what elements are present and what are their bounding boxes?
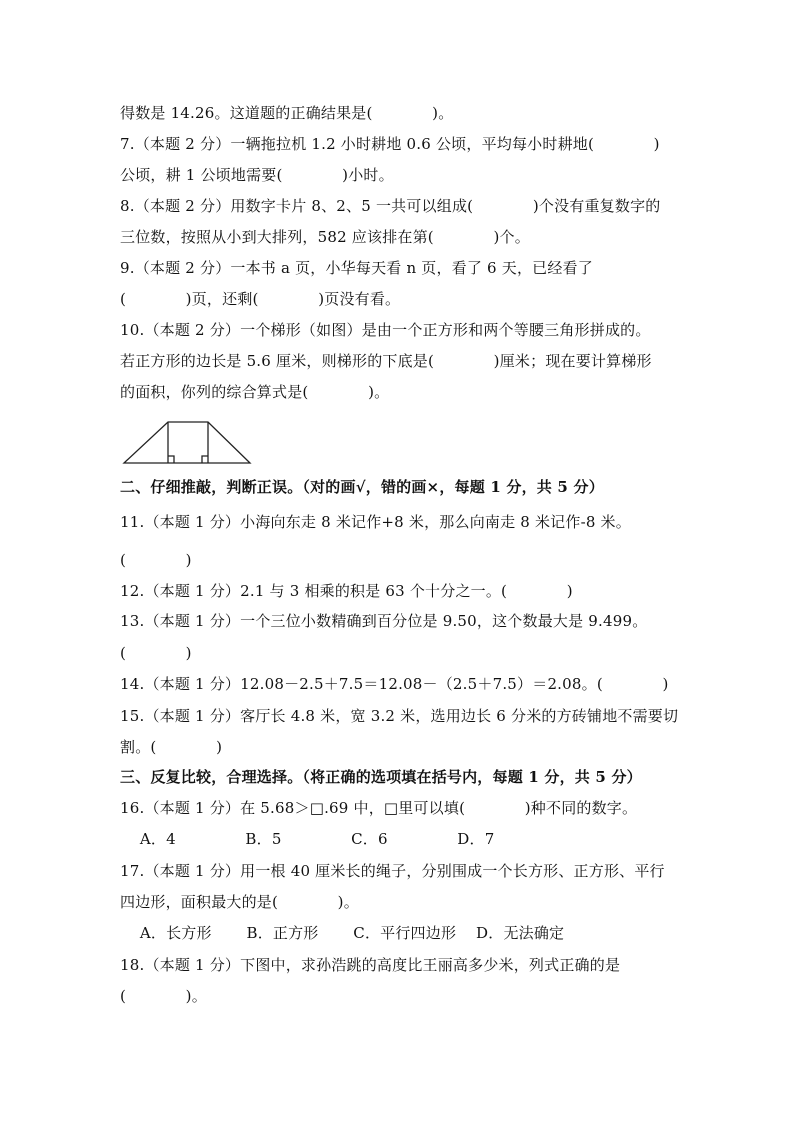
section-3-heading: 三、反复比较，合理选择。（将正确的选项填在括号内，每题 1 分，共 5 分） bbox=[120, 768, 642, 786]
question-10-line-3: 的面积，你列的综合算式是( )。 bbox=[120, 383, 390, 401]
question-18-line-1: 18.（本题 1 分）下图中，求孙浩跳的高度比王丽高多少米，列式正确的是 bbox=[120, 956, 621, 974]
question-10-line-1: 10.（本题 2 分）一个梯形（如图）是由一个正方形和两个等腰三角形拼成的。 bbox=[120, 321, 651, 339]
question-11-line-1: 11.（本题 1 分）小海向东走 8 米记作+8 米，那么向南走 8 米记作-8 米。 bbox=[120, 513, 631, 531]
question-9-line-1: 9.（本题 2 分）一本书 a 页，小华每天看 n 页，看了 6 天，已经看了 bbox=[120, 259, 593, 277]
question-8-line-1: 8.（本题 2 分）用数字卡片 8、2、5 一共可以组成( )个没有重复数字的 bbox=[120, 197, 661, 215]
question-17-options: A．长方形 B．正方形 C．平行四边形 D．无法确定 bbox=[120, 924, 565, 942]
question-17-line-1: 17.（本题 1 分）用一根 40 厘米长的绳子，分别围成一个长方形、正方形、平行 bbox=[120, 862, 665, 880]
question-8-line-2: 三位数，按照从小到大排列，582 应该排在第( )个。 bbox=[120, 228, 530, 246]
question-10-line-2: 若正方形的边长是 5.6 厘米，则梯形的下底是( )厘米；现在要计算梯形 bbox=[120, 352, 652, 370]
question-16-line: 16.（本题 1 分）在 5.68＞□.69 中，□里可以填( )种不同的数字。 bbox=[120, 799, 638, 817]
question-17-line-2: 四边形，面积最大的是( )。 bbox=[120, 893, 359, 911]
question-7-line-2: 公顷，耕 1 公顷地需要( )小时。 bbox=[120, 166, 394, 184]
question-9-line-2: ( )页，还剩( )页没有看。 bbox=[120, 290, 401, 308]
question-13-answer: ( ) bbox=[120, 644, 192, 662]
question-14-line: 14.（本题 1 分）12.08－2.5＋7.5＝12.08－（2.5＋7.5）＝2.08。( ) bbox=[120, 675, 669, 693]
question-13-line-1: 13.（本题 1 分）一个三位小数精确到百分位是 9.50，这个数最大是 9.499。 bbox=[120, 612, 648, 630]
right-angle-mark-left bbox=[168, 456, 174, 463]
question-15-line-2: 割。( ) bbox=[120, 738, 223, 756]
question-15-line-1: 15.（本题 1 分）客厅长 4.8 米，宽 3.2 米，选用边长 6 分米的方砖铺地不需要切 bbox=[120, 707, 679, 725]
section-2-heading: 二、仔细推敲，判断正误。（对的画√，错的画×，每题 1 分，共 5 分） bbox=[120, 478, 604, 496]
question-16-options: A．4 B．5 C．6 D．7 bbox=[120, 830, 495, 848]
question-18-line-2: ( )。 bbox=[120, 987, 207, 1005]
trapezoid-outline bbox=[124, 422, 250, 463]
trapezoid-figure bbox=[122, 418, 252, 468]
right-angle-mark-right bbox=[202, 456, 208, 463]
text-line: 得数是 14.26。这道题的正确结果是( )。 bbox=[120, 104, 454, 122]
question-7-line-1: 7.（本题 2 分）一辆拖拉机 1.2 小时耕地 0.6 公顷，平均每小时耕地( ) bbox=[120, 135, 660, 153]
question-12-line: 12.（本题 1 分）2.1 与 3 相乘的积是 63 个十分之一。( ) bbox=[120, 582, 573, 600]
question-11-answer: ( ) bbox=[120, 551, 192, 569]
